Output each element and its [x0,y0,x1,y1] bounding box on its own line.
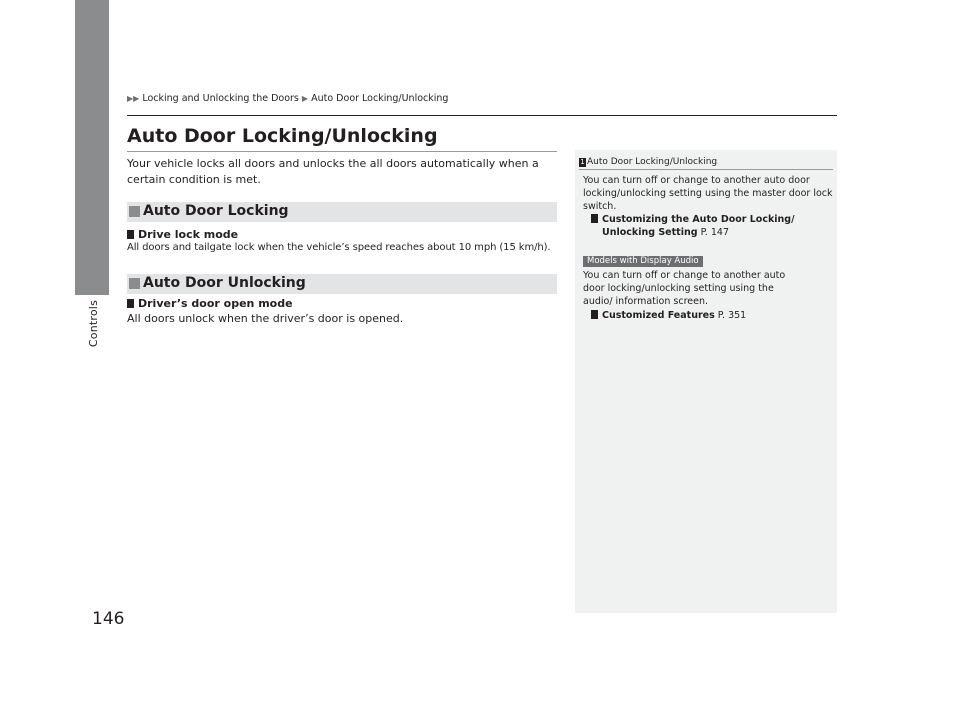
xref-link[interactable] [591,309,746,322]
xref-page: P. 147 [700,227,729,238]
subheading-drivers-door-open-mode [127,297,293,310]
intro-text: Your vehicle locks all doors and unlocks the all doors automatically when a certain condition is met. [127,157,539,186]
page-number: 146 [92,609,125,629]
page-title: Auto Door Locking/Unlocking [127,125,438,147]
xref-page: P. 351 [717,310,747,321]
square-bullet-icon [129,206,140,217]
sidebar-heading [579,157,717,167]
breadcrumb-item[interactable]: Locking and Unlocking the Doors [142,93,299,104]
square-bullet-icon [127,299,134,308]
subheading-text: Driver’s door open mode [138,297,293,310]
xref-arrow-icon [591,214,598,223]
xref-link[interactable] [591,213,795,226]
xref-link[interactable] [602,226,729,239]
drivers-door-text: All doors unlock when the driver’s door is opened. [127,312,404,325]
section-heading-auto-door-unlocking [127,274,557,294]
square-bullet-icon [127,230,134,239]
section-heading-auto-door-locking [127,202,557,222]
section-heading-text: Auto Door Unlocking [143,275,306,291]
side-tab-label: Controls [87,300,100,348]
sidebar-paragraph: You can turn off or change to another auto door locking/unlocking setting using the audio/ information screen. [583,270,786,307]
breadcrumb-item[interactable]: Auto Door Locking/Unlocking [311,93,449,104]
drive-lock-text: All doors and tailgate lock when the vehicle’s speed reaches about 10 mph (15 km/h). [127,242,551,253]
xref-label: Unlocking Setting [602,227,698,238]
models-badge: Models with Display Audio [583,256,703,267]
xref-label: Customized Features [602,310,715,321]
sidebar-marker: 1 [580,158,585,166]
header-divider [127,115,837,116]
subheading-drive-lock-mode [127,228,238,241]
title-divider [127,151,557,152]
sidebar-divider [579,169,833,170]
xref-arrow-icon [591,310,598,319]
breadcrumb-arrow-icon: ▶ [301,94,309,103]
xref-label: Customizing the Auto Door Locking/ [602,214,795,225]
breadcrumb-arrow-icon: ▶▶ [127,94,140,103]
sidebar-paragraph: You can turn off or change to another auto door locking/unlocking setting using the master door lock switch. [583,175,833,212]
sidebar-heading-text: Auto Door Locking/Unlocking [587,157,718,167]
side-tab [75,0,109,295]
breadcrumb [127,93,448,104]
section-heading-text: Auto Door Locking [143,203,289,219]
square-bullet-icon [129,278,140,289]
subheading-text: Drive lock mode [138,228,239,241]
